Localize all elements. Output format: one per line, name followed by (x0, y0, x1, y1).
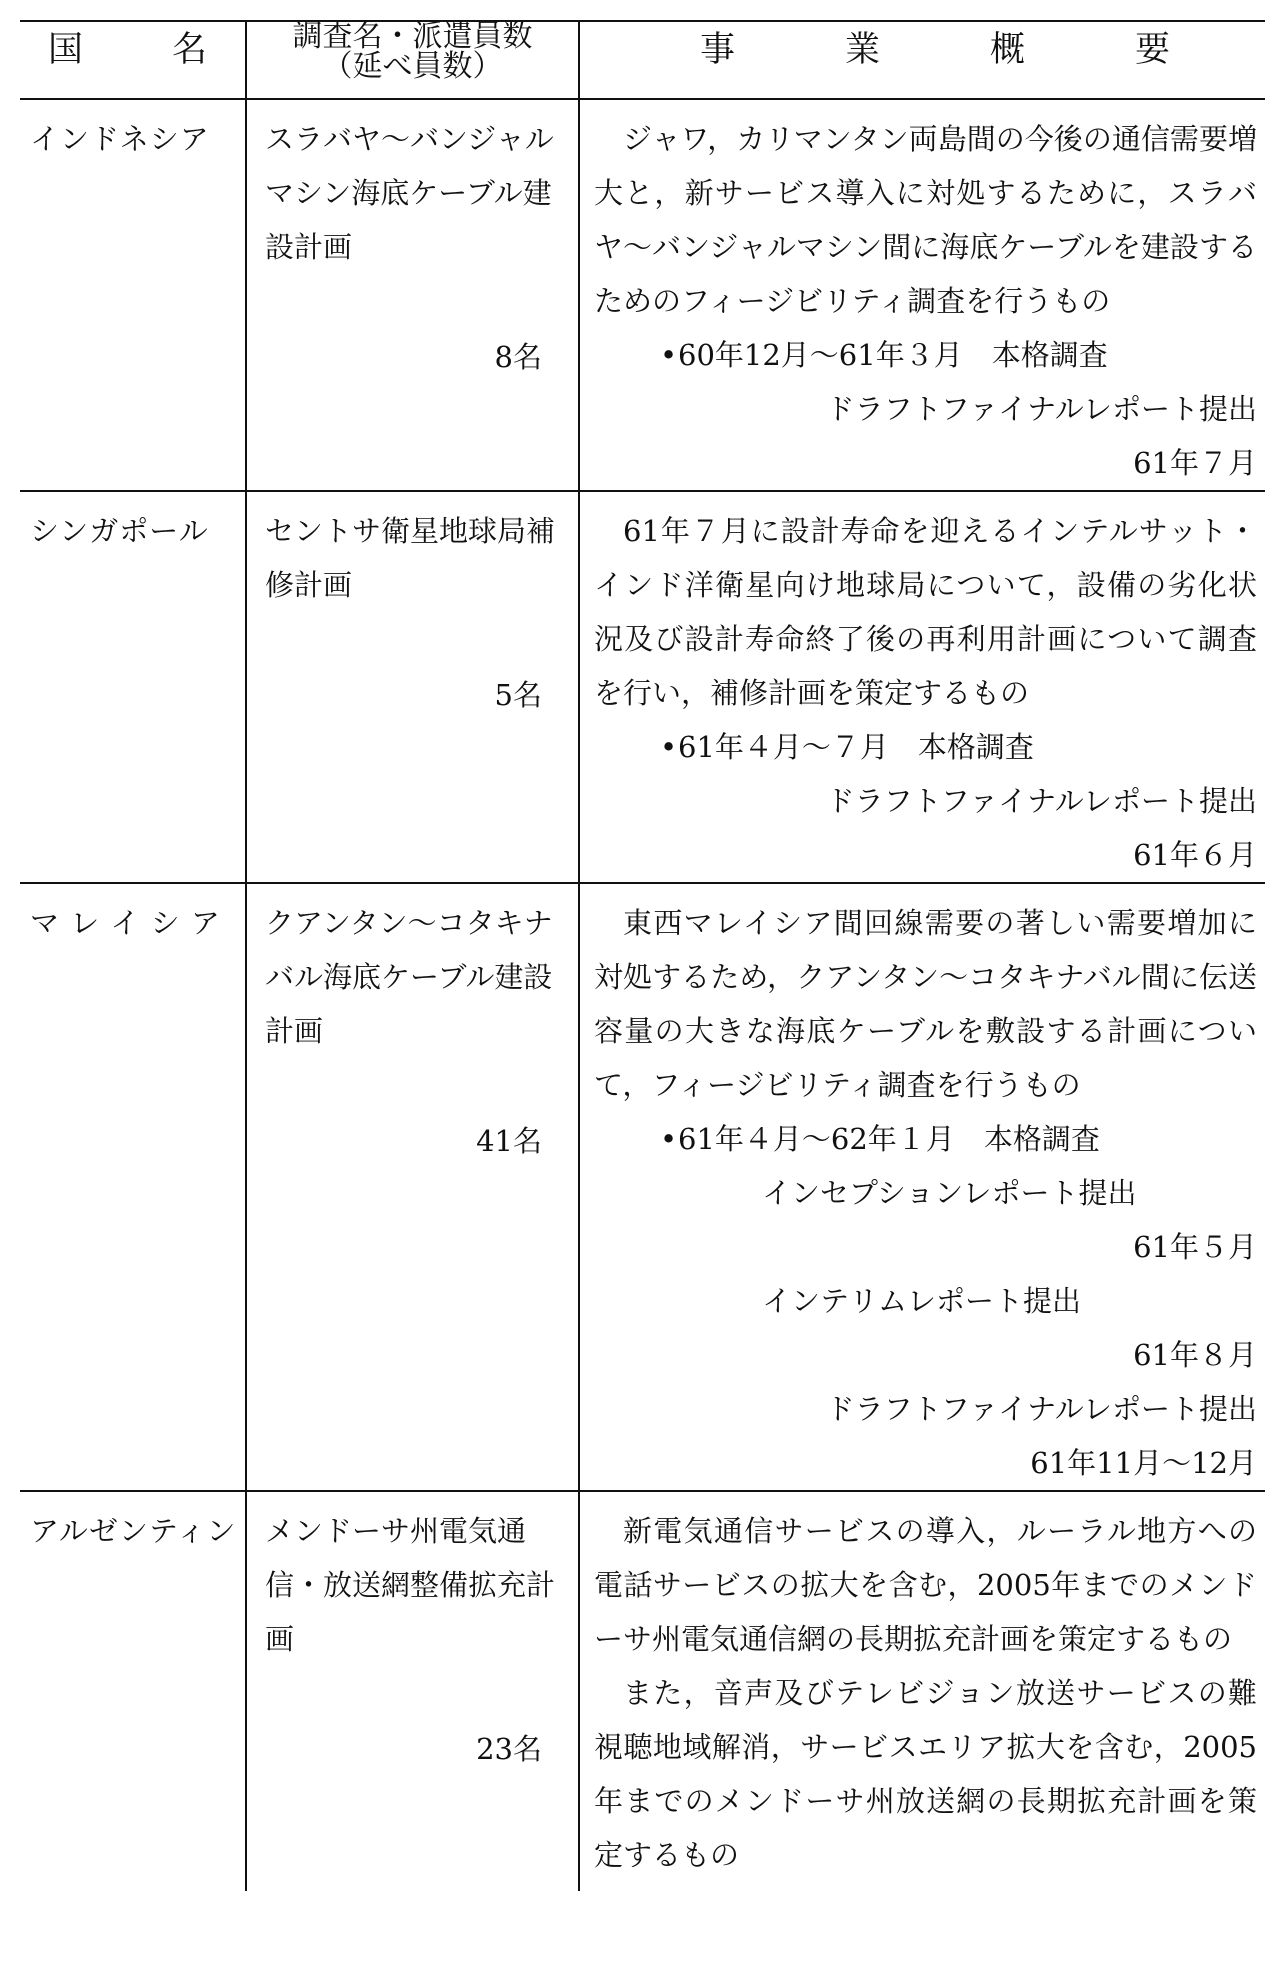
schedule-label: 本格調査 (917, 730, 1034, 764)
document-page (20, 20, 1265, 1961)
schedule-date: 61年７月 (1133, 446, 1257, 480)
country-cell (20, 491, 246, 883)
schedule-date: 61年11月〜12月 (1030, 1446, 1257, 1480)
schedule-date: 61年６月 (1133, 838, 1257, 872)
schedule-event: インテリムレポート提出 (762, 1284, 1082, 1318)
summary-cell (579, 883, 1265, 1491)
survey-table (20, 20, 1265, 1891)
table-row (20, 883, 1265, 1491)
summary-cell (579, 99, 1265, 491)
schedule-period: 61年４月〜７月 (678, 730, 889, 764)
table-row (20, 99, 1265, 491)
bullet-icon: • (660, 1122, 678, 1156)
persons-count: 23名 (476, 1732, 542, 1766)
schedule-label: 本格調査 (983, 1122, 1100, 1156)
schedule-event: ドラフトファイナルレポート提出 (825, 1392, 1257, 1426)
header-summary-char: 概 (989, 30, 1025, 70)
summary-text: ジャワ，カリマンタン両島間の今後の通信需要増大と，新サービス導入に対処するために，スラバヤ〜バンジャルマシン間に海底ケーブルを建設するためのフィージビリティ調査を行うもの (594, 122, 1257, 318)
summary-text: 東西マレイシア間回線需要の著しい需要増加に対処するため，クアンタン〜コタキナバル間に伝送容量の大きな海底ケーブルを敷設する計画について，フィージビリティ調査を行うもの (594, 906, 1257, 1102)
header-summary-char: 事 (700, 30, 736, 70)
schedule-period: 61年４月〜62年１月 (678, 1122, 955, 1156)
survey-cell (246, 1491, 579, 1891)
schedule (594, 720, 1257, 882)
survey-cell (246, 491, 579, 883)
table-row (20, 491, 1265, 883)
schedule-event: インセプションレポート提出 (762, 1176, 1137, 1210)
summary-cell (579, 491, 1265, 883)
country-cell (20, 99, 246, 491)
bullet-icon: • (660, 730, 678, 764)
survey-name: セントサ衛星地球局補修計画 (265, 514, 556, 602)
schedule-event: ドラフトファイナルレポート提出 (825, 784, 1257, 818)
schedule-date: 61年５月 (1133, 1230, 1257, 1264)
bullet-icon: • (660, 338, 678, 372)
header-summary-char: 業 (844, 30, 880, 70)
country-cell (20, 1491, 246, 1891)
schedule (594, 328, 1257, 490)
schedule-event: ドラフトファイナルレポート提出 (825, 392, 1257, 426)
summary-cell (579, 1491, 1265, 1891)
header-summary-char: 要 (1134, 30, 1170, 70)
summary-text: また，音声及びテレビジョン放送サービスの難視聴地域解消，サービスエリア拡大を含む，2005年までのメンドーサ州放送網の長期拡充計画を策定するもの (594, 1676, 1257, 1872)
table-header-row (20, 21, 1265, 99)
summary-text: 61年７月に設計寿命を迎えるインテルサット・インド洋衛星向け地球局について，設備の劣化状況及び設計寿命終了後の再利用計画について調査を行い，補修計画を策定するもの (594, 514, 1257, 710)
table-row (20, 1491, 1265, 1891)
persons-count: 8名 (494, 340, 542, 374)
header-country-char: 名 (171, 30, 207, 70)
country-name: インドネシア (30, 122, 210, 156)
survey-name: メンドーサ州電気通信・放送網整備拡充計画 (265, 1514, 556, 1656)
survey-name: クアンタン〜コタキナバル海底ケーブル建設計画 (265, 906, 553, 1048)
header-country (20, 21, 246, 99)
summary-text: 新電気通信サービスの導入，ルーラル地方への電話サービスの拡大を含む，2005年までのメンドーサ州電気通信網の長期拡充計画を策定するもの (594, 1514, 1257, 1656)
survey-name: スラバヤ〜バンジャルマシン海底ケーブル建設計画 (265, 122, 554, 264)
survey-cell (246, 883, 579, 1491)
persons-count: 41名 (476, 1124, 542, 1158)
header-survey-line: 調査名・派遣員数 (292, 19, 533, 54)
schedule-label: 本格調査 (991, 338, 1108, 372)
header-survey-line: （延べ員数） (322, 49, 503, 84)
persons-count: 5名 (494, 678, 542, 712)
country-name: シンガポール (30, 514, 209, 548)
survey-cell (246, 99, 579, 491)
header-summary (579, 21, 1265, 99)
schedule (594, 1112, 1257, 1490)
schedule-period: 60年12月〜61年３月 (678, 338, 963, 372)
country-name: アルゼンティン (30, 1514, 237, 1548)
header-country-char: 国 (48, 30, 84, 70)
country-name: マ レ イ シ ア (30, 906, 221, 940)
schedule-date: 61年８月 (1133, 1338, 1257, 1372)
country-cell (20, 883, 246, 1491)
header-survey (246, 21, 579, 99)
